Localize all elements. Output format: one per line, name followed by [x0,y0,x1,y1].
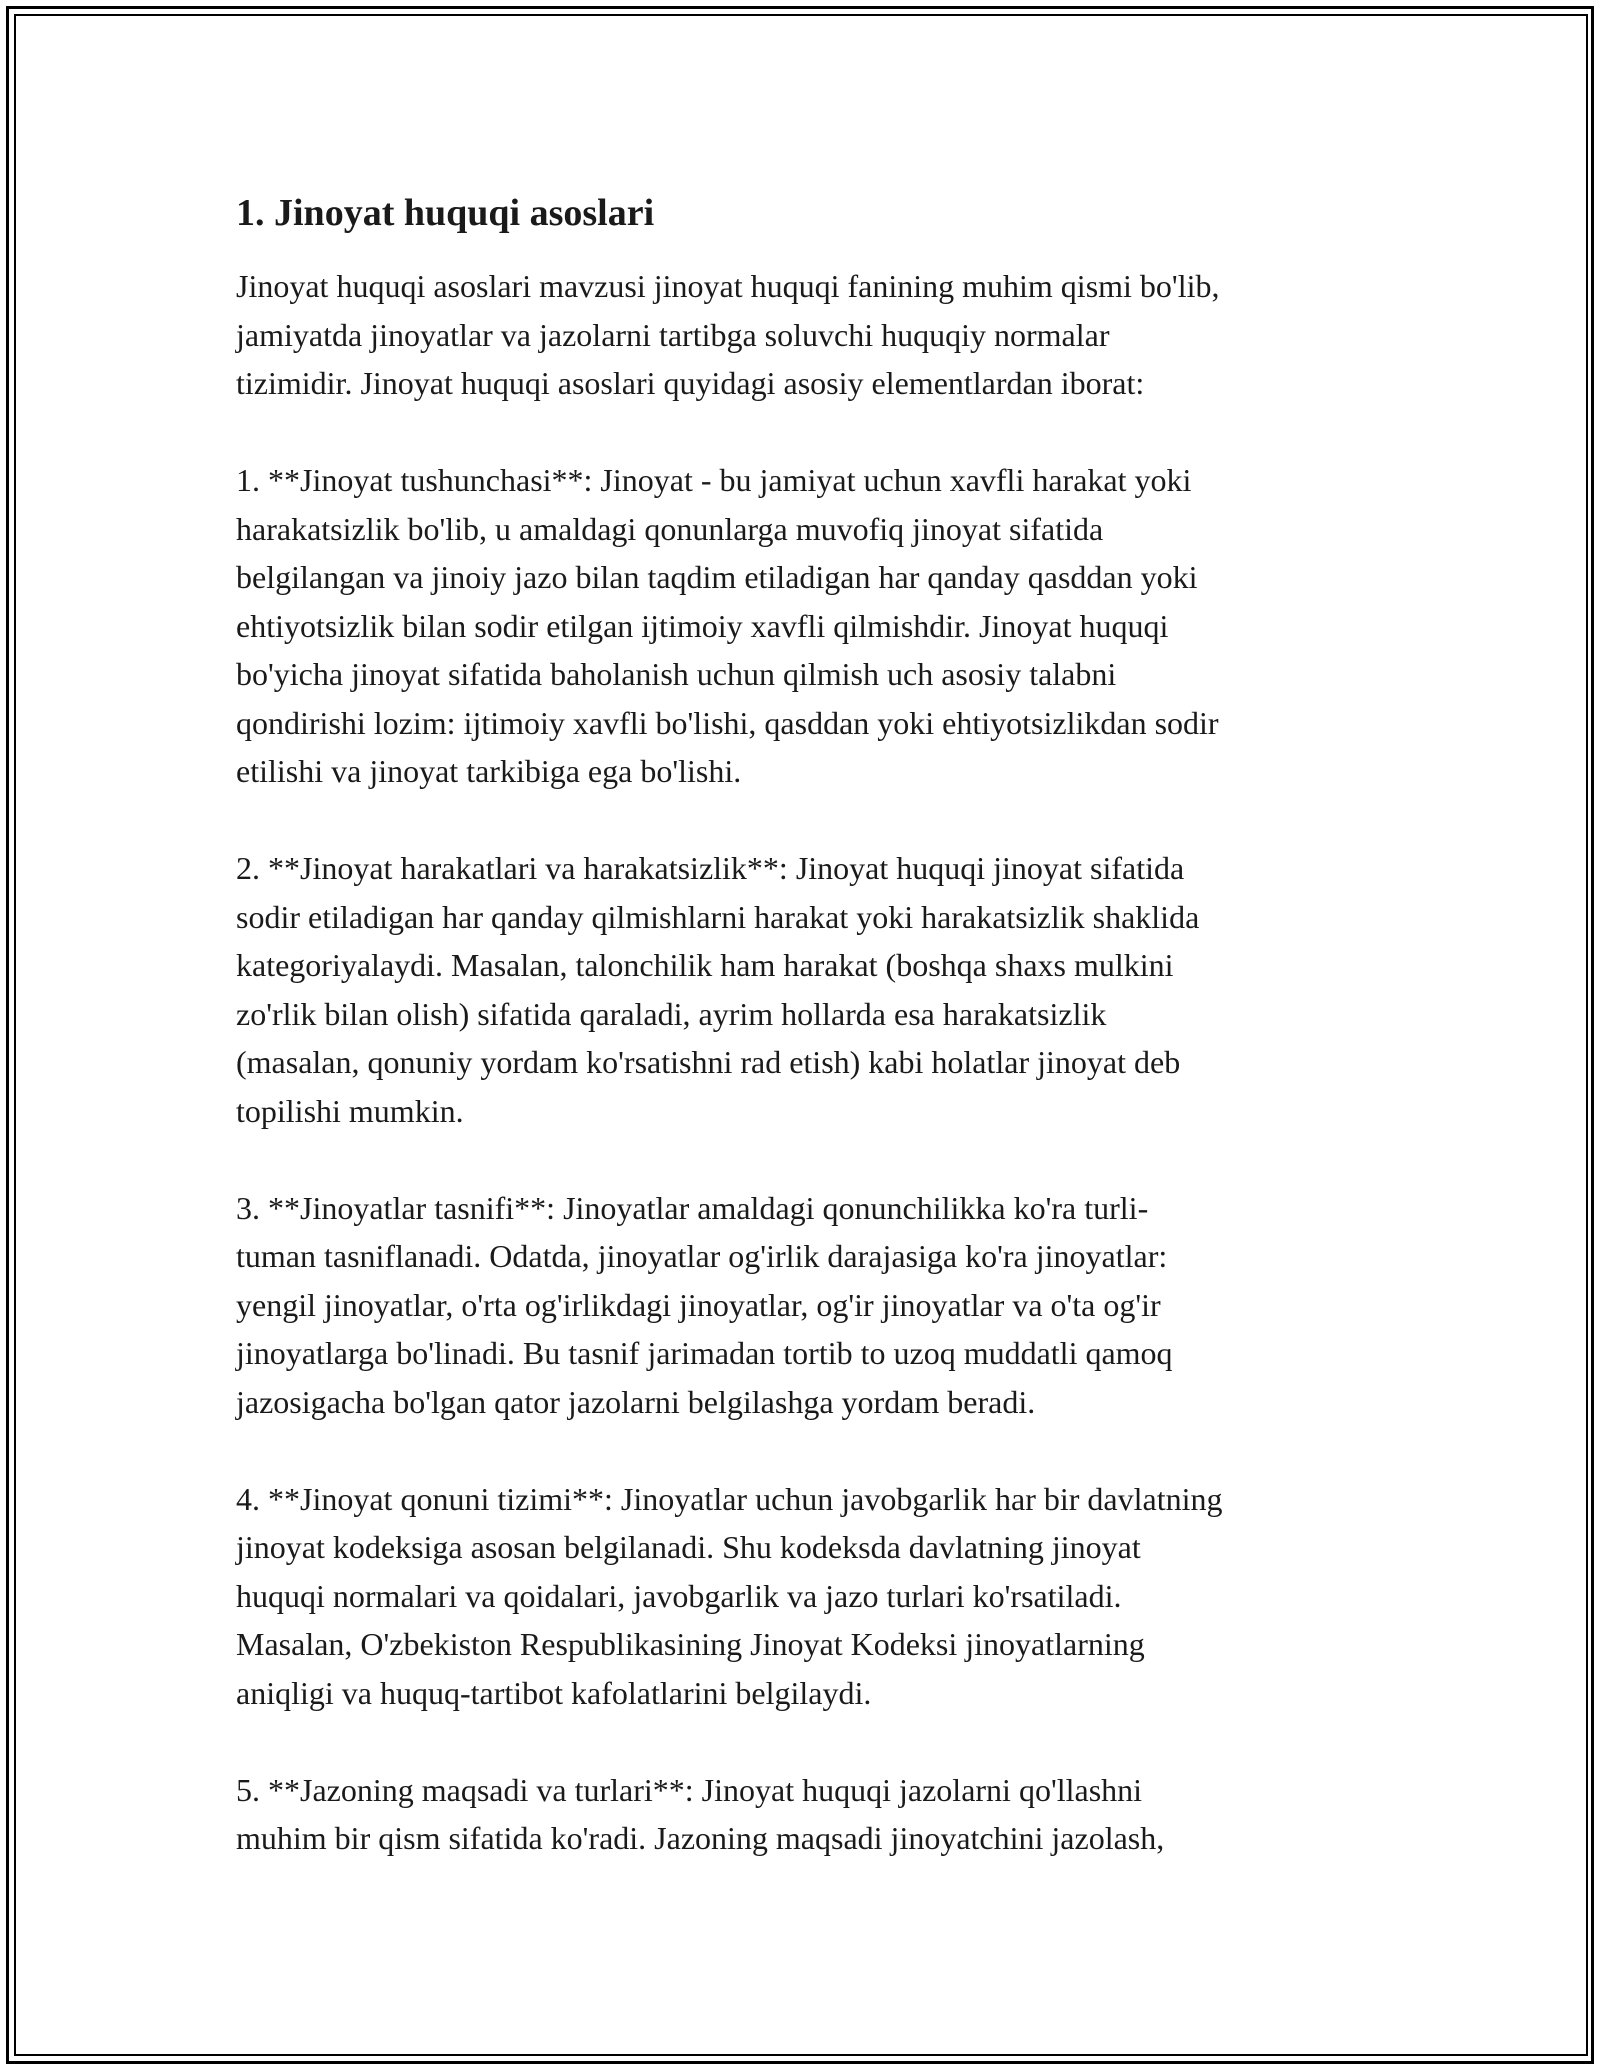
text-line: topilishi mumkin. [236,1092,464,1129]
text-line: etilishi va jinoyat tarkibiga ega bo'lishi. [236,753,742,789]
text-line: 3. **Jinoyatlar tasnifi**: Jinoyatlar amaldagi qonunchilikka ko'ra turli- [236,1189,1149,1226]
item-paragraph-5 [236,1766,1376,1863]
text-line: kategoriyalaydi. Masalan, talonchilik ham harakat (boshqa shaxs mulkini [236,947,1174,983]
text-line: aniqligi va huquq-tartibot kafolatlarini belgilaydi. [236,1674,872,1711]
text-line: tuman tasniflanadi. Odatda, jinoyatlar og'irlik darajasiga ko'ra jinoyatlar: [236,1238,1168,1274]
item-paragraph-1 [236,456,1376,796]
text-line: yengil jinoyatlar, o'rta og'irlikdagi jinoyatlar, og'ir jinoyatlar va o'ta og'ir [236,1286,1161,1323]
text-line: Jinoyat huquqi asoslari mavzusi jinoyat huquqi fanining muhim qismi bo'lib, [236,268,1220,304]
text-line: huquqi normalari va qoidalari, javobgarlik va jazo turlari ko'rsatiladi. [236,1577,1122,1614]
text-line: 2. **Jinoyat harakatlari va harakatsizlik**: Jinoyat huquqi jinoyat sifatida [236,850,1185,886]
text-line: zo'rlik bilan olish) sifatida qaraladi, ayrim hollarda esa harakatsizlik [236,995,1107,1032]
text-line: jamiyatda jinoyatlar va jazolarni tartibga soluvchi huquqiy normalar [236,316,1110,353]
text-line: tizimidir. Jinoyat huquqi asoslari quyidagi asosiy elementlardan iborat: [236,365,1145,401]
text-line: Masalan, O'zbekiston Respublikasining Jinoyat Kodeksi jinoyatlarning [236,1626,1145,1662]
text-line: (masalan, qonuniy yordam ko'rsatishni rad etish) kabi holatlar jinoyat deb [236,1044,1181,1080]
text-line: belgilangan va jinoiy jazo bilan taqdim etiladigan har qanday qasddan yoki [236,559,1198,595]
text-line: 5. **Jazoning maqsadi va turlari**: Jinoyat huquqi jazolarni qo'llashni [236,1771,1143,1808]
text-line: 4. **Jinoyat qonuni tizimi**: Jinoyatlar uchun javobgarlik har bir davlatning [236,1480,1223,1517]
document-body [236,188,1376,1911]
text-line: jinoyat kodeksiga asosan belgilanadi. Shu kodeksda davlatning jinoyat [236,1529,1141,1565]
text-line: harakatsizlik bo'lib, u amaldagi qonunlarga muvofiq jinoyat sifatida [236,510,1104,547]
text-line: jazosigacha bo'lgan qator jazolarni belgilashga yordam beradi. [236,1383,1036,1420]
text-line: 1. **Jinoyat tushunchasi**: Jinoyat - bu jamiyat uchun xavfli harakat yoki [236,462,1192,498]
intro-paragraph [236,262,1376,408]
text-line: ehtiyotsizlik bilan sodir etilgan ijtimoiy xavfli qilmishdir. Jinoyat huquqi [236,607,1169,644]
item-paragraph-4 [236,1475,1376,1718]
text-line: jinoyatlarga bo'linadi. Bu tasnif jarimadan tortib to uzoq muddatli qamoq [236,1335,1173,1371]
text-line: qondirishi lozim: ijtimoiy xavfli bo'lishi, qasddan yoki ehtiyotsizlikdan sodir [236,704,1219,741]
item-paragraph-2 [236,844,1376,1135]
item-paragraph-3 [236,1184,1376,1427]
text-line: muhim bir qism sifatida ko'radi. Jazoning maqsadi jinoyatchini jazolash, [236,1820,1165,1856]
section-heading: 1. Jinoyat huquqi asoslari [236,192,655,234]
text-line: sodir etiladigan har qanday qilmishlarni harakat yoki harakatsizlik shaklida [236,898,1200,935]
text-line: bo'yicha jinoyat sifatida baholanish uchun qilmish uch asosiy talabni [236,656,1117,692]
